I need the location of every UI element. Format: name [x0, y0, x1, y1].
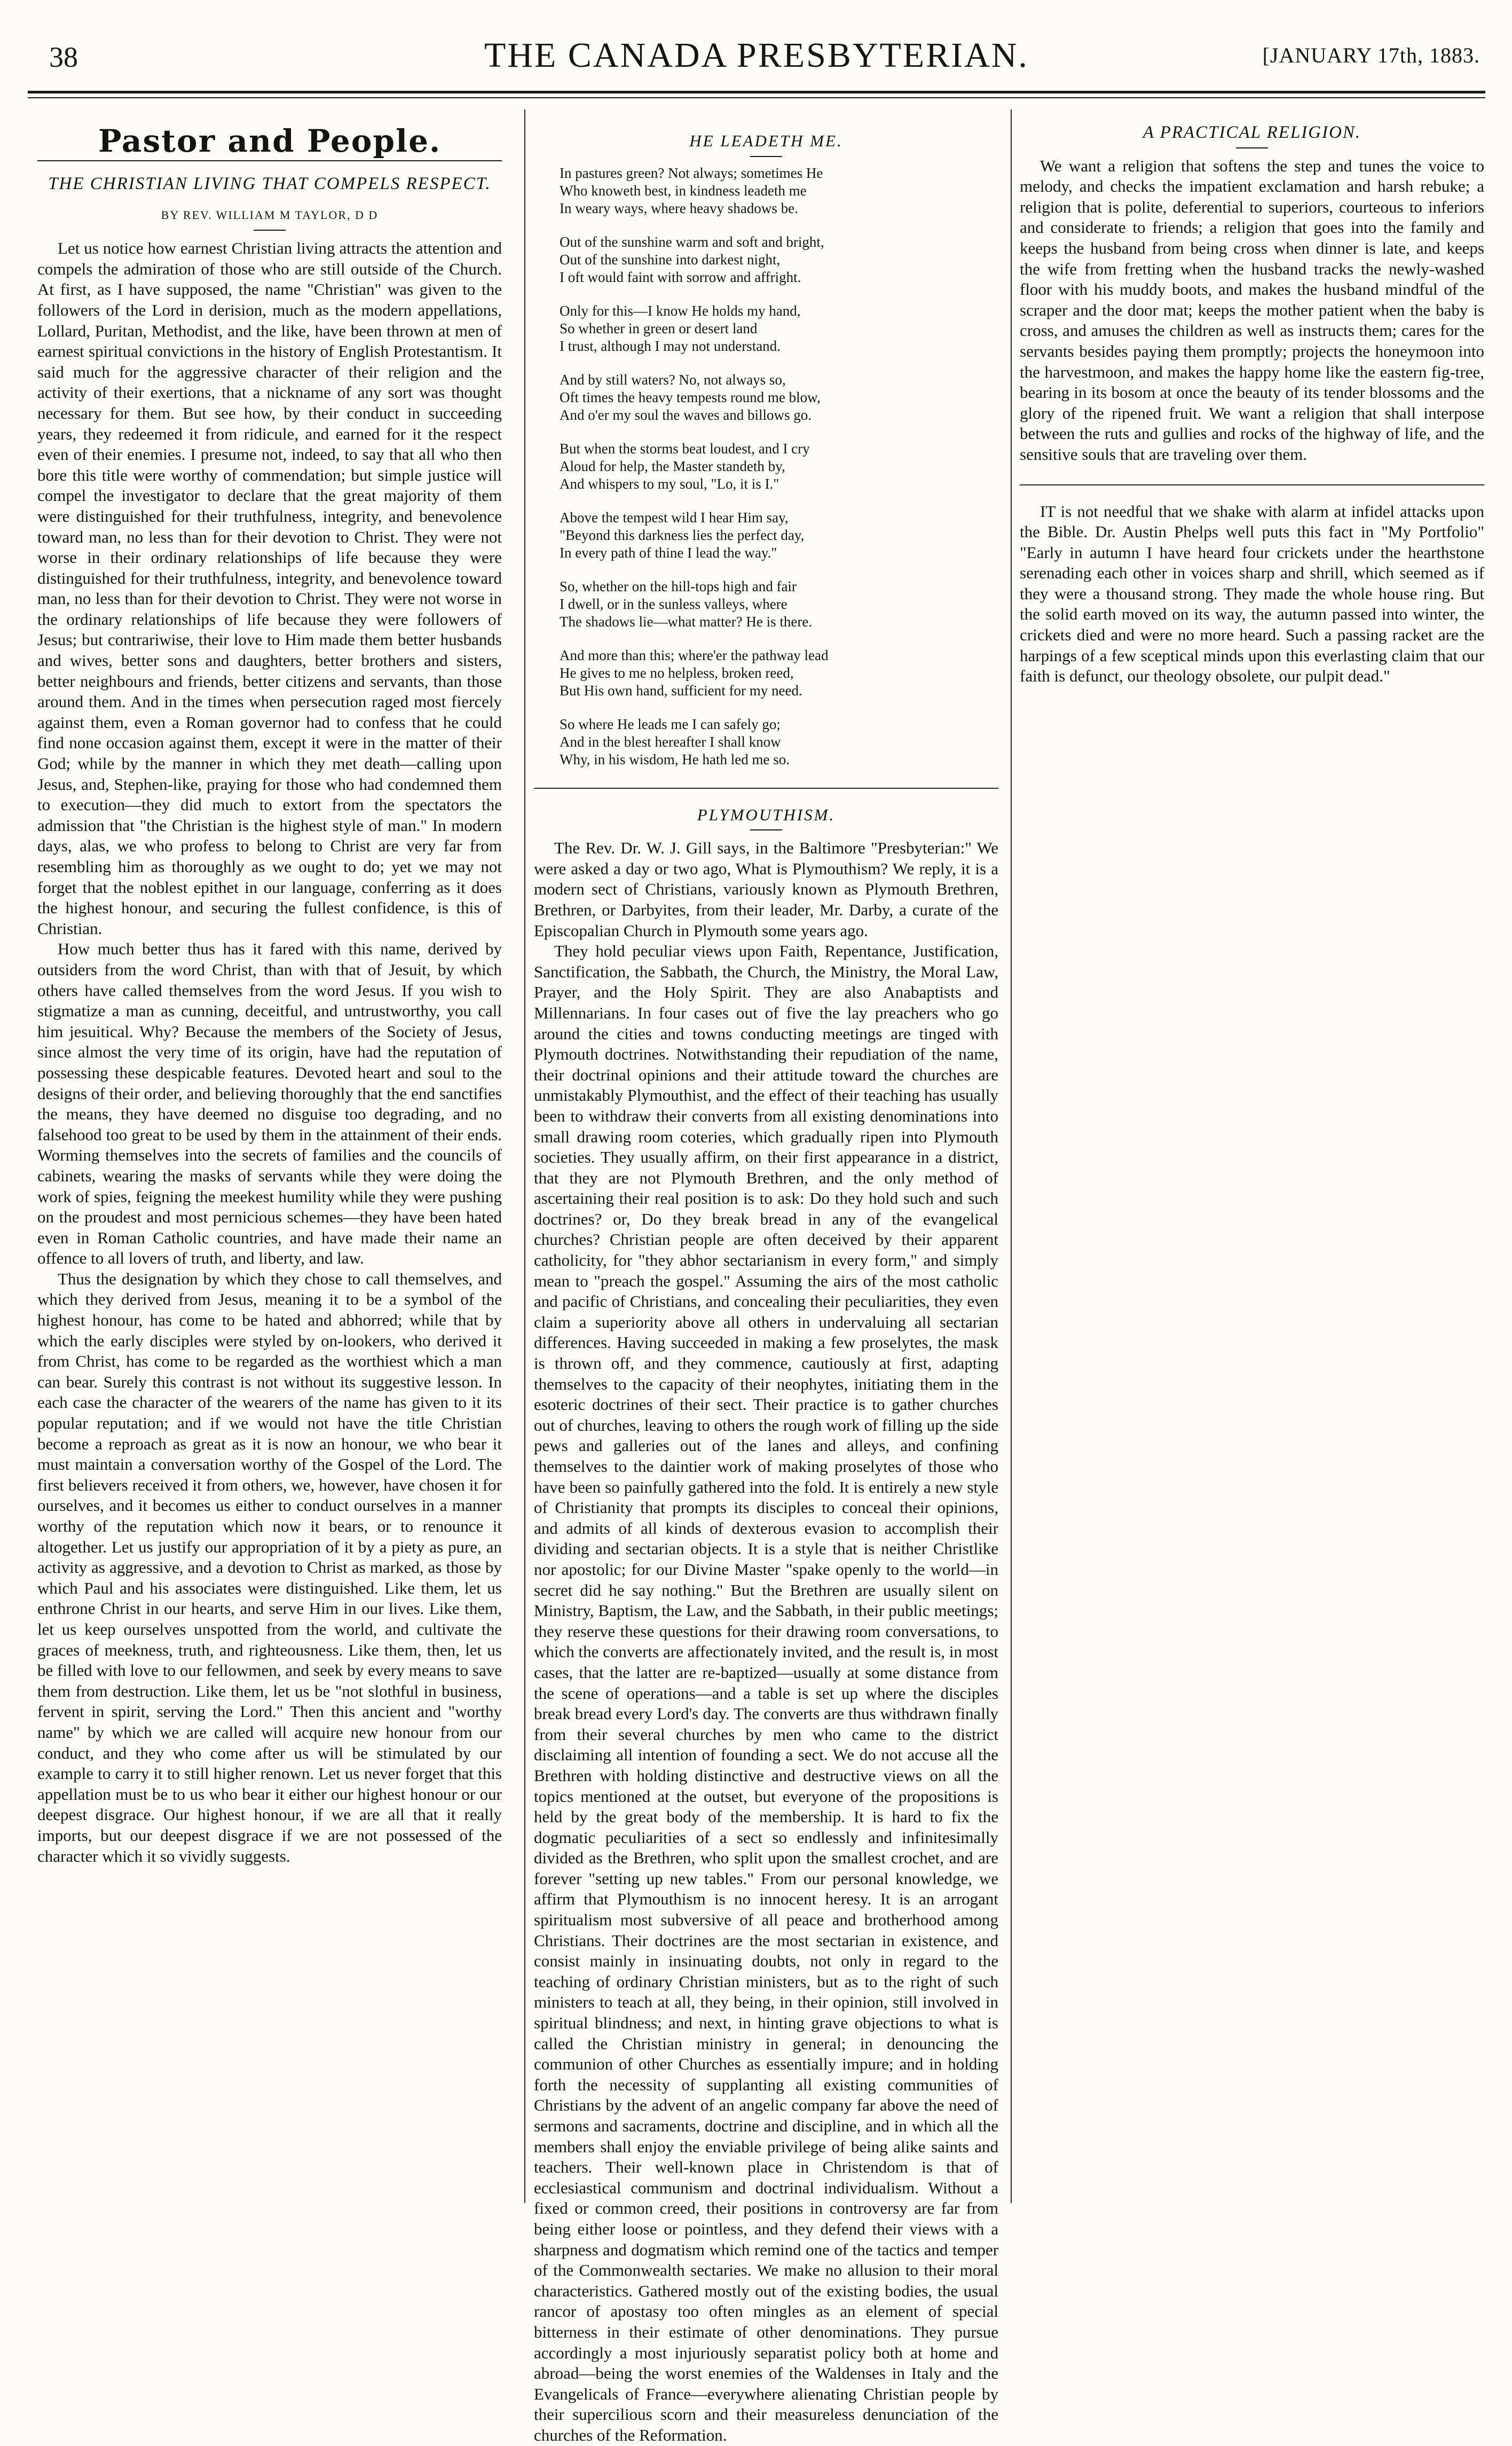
issue-date: [JANUARY 17th, 1883. [1262, 43, 1480, 67]
poem-line: Aloud for help, the Master standeth by, [560, 458, 785, 474]
poem-line: In every path of thine I lead the way." [560, 544, 777, 561]
article-paragraph: Let us notice how earnest Christian living attracts the attention and compels the admiration of those who are still outside of the Church. At first, as I have supposed, the name "Christian" was given to the followers of the Lord in derision, much as the modern appellations, Lollard, Puritan, Methodist, and the like, have been thrown at men of earnest spiritual convictions in the history of English Protestantism. It said much for the aggressive character of their religion and the activity of their exertions, that a nickname of any sort was thought necessary for them. But see how, by their conduct in succeeding years, they redeemed it from ridicule, and earned for it the respect even of their enemies. I presume not, indeed, to say that all who then bore this title were worthy of commendation; but simple justice will compel the investigator to declare that the great majority of them were distinguished for their truthfulness, integrity, and benevolence toward man, no less than for their devotion to Christ. They were not worse in their ordinary relationships of life because they were distinguished for their truthfulness, integrity, and benevolence toward man, no less than for their devotion to Christ. They were not worse in the ordinary relationships of life because they were followers of Jesus; but contrariwise, their love to Him made them better husbands and wives, better sons and daughters, better brothers and sisters, better neighbours and friends, better citizens and servants, than those around them. And in the times when persecution raged most fiercely against them, even a Roman governor had to confess that he could find none occasion against them, except it were in the matter of their God; while by the manner in which they met death—calling upon Jesus, and, Stephen-like, praying for those who had condemned them to execution—they did much to extort from the spectators the admission that "the Christian is the highest style of man." In modern days, alas, we who profess to belong to Christ are very far from resembling him as thoroughly as we ought to do; yet we may not forget that the noblest epithet in our language, conferring as it does the highest honour, and securing the fullest confidence, is this of Christian. [37, 239, 502, 938]
column-divider [1011, 109, 1012, 2203]
column-2 [534, 109, 998, 2444]
poem-line: Oft times the heavy tempests round me blow, [560, 389, 821, 405]
article-paragraph: They hold peculiar views upon Faith, Repentance, Justification, Sanctification, the Sabbath, the Church, the Ministry, the Moral Law, Prayer, and the Holy Spirit. They are also Anabaptists and Millennarians. In four cases out of five the lay preachers who go around the cities and towns conducting meetings are tinged with Plymouth doctrines. Notwithstanding their repudiation of the name, their doctrinal opinions and their attitude toward the churches are unmistakably Plymouthist, and the effect of their teaching has usually been to withdraw their converts from all existing denominations into small drawing room coteries, which gradually ripen into Plymouth societies. They usually affirm, on their first appearance in a district, that they are not Plymouth Brethren, and the only method of ascertaining their real position is to ask: Do they hold such and such doctrines? or, Do they break bread in any of the evangelical churches? Christian people are often deceived by their apparent catholicity, for "they abhor sectarianism in every form," and simply mean to "preach the gospel." Assuming the airs of the most catholic and pacific of Christians, and concealing their peculiarities, they even claim a superiority above all others in undervaluing all sectarian differences. Having succeeded in making a few proselytes, the mask is thrown off, and they commence, cautiously at first, adapting themselves to the capacity of their neophytes, initiating them in the esoteric doctrines of their sect. Their practice is to gather churches out of churches, leaving to others the rough work of filling up the side pews and galleries out of the lanes and alleys, and confining themselves to the daintier work of making proselytes of those who have been so painfully gathered into the fold. It is entirely a new style of Christianity that prompts its disciples to conceal their opinions, and admits of all kinds of dexterous evasion to accomplish their dividing and sectarian objects. It is a style that is neither Christlike nor apostolic; for our Divine Master "spake openly to the world—in secret did he say nothing." But the Brethren are usually silent on Ministry, Baptism, the Law, and the Sabbath, in their public meetings; they reserve these questions for their drawing room conversations, to which the converts are affectionately invited, and the result is, in most cases, that the latter are re-baptized—usually at some distance from the scene of operations—and a table is set up where the disciples break bread every Lord's day. The converts are thus withdrawn finally from their several churches by men who came to the district disclaiming all intention of founding a sect. We do not accuse all the Brethren with holding distinctive and destructive views on all the topics mentioned at the outset, but everyone of the propositions is held by the great body of the membership. It is hard to fix the dogmatic peculiarities of a sect so endlessly and infinitesimally divided as the Brethren, who split upon the smallest crochet, and are forever "setting up new tables." From our personal knowledge, we affirm that Plymouthism is no innocent heresy. It is an arrogant spiritualism most subversive of all peace and brotherhood among Christians. Their doctrines are the most sectarian in existence, and consist mainly in insinuating doubts, not only in regard to the teaching of ordinary Christian ministers, but as to the right of such ministers to teach at all, they being, in their opinion, still involved in spiritual blindness; and next, in hinting grave objections to what is called the Christian ministry in general; in denouncing the communion of other Churches as essentially impure; and in holding forth the necessity of supplanting all existing communities of Christians by the advent of an angelic company far above the need of sermons and sacraments, doctrine and discipline, and in which all the members shall enjoy the enviable privilege of being alike saints and teachers. Their well-known place in Christendom is that of ecclesiastical communism and doctrinal individualism. Without a fixed or common creed, their positions in controversy are far from being either loose or pointless, and they defend their views with a sharpness and dogmatism which remind one of the tactics and temper of the Commonwealth sectaries. We make no allusion to their moral characteristics. Gathered mostly out of the existing bodies, the usual rancor of apostasy too often mingles as an element of special bitterness in their estimate of other denominations. They pursue accordingly a most injuriously separatist policy both at home and abroad—being the worst enemies of the Waldenses in Italy and the Evangelicals of France—everywhere alienating Christian people by their supercilious scorn and their measureless denunciation of the churches of the Reformation. [534, 942, 998, 2444]
poem-line: So where He leads me I can safely go; [560, 716, 781, 732]
article-byline: BY REV. WILLIAM M TAYLOR, D D [161, 208, 379, 222]
poem-line: And whispers to my soul, "Lo, it is I." [560, 475, 779, 492]
poem-title: HE LEADETH ME. [689, 131, 843, 150]
column-3 [1020, 109, 1484, 2203]
poem-stanza [560, 233, 998, 286]
column-1 [37, 109, 502, 2203]
poem-line: Above the tempest wild I hear Him say, [560, 509, 789, 526]
page-number: 38 [49, 41, 78, 73]
article-separator [534, 788, 998, 789]
poem-line: But when the storms beat loudest, and I cry [560, 440, 810, 457]
poem-stanza [560, 509, 998, 562]
poem-stanza [560, 302, 998, 355]
header-rule-thin [28, 97, 1485, 98]
section-rule [37, 160, 502, 161]
poem-line: In pastures green? Not always; sometimes He [560, 164, 823, 181]
poem-line: Only for this—I know He holds my hand, [560, 302, 801, 319]
poem-stanza [560, 578, 998, 631]
article-title: THE CHRISTIAN LIVING THAT COMPELS RESPECT. [48, 174, 491, 193]
title-rule [750, 829, 782, 830]
poem-title-rule [750, 156, 782, 157]
poem-body [534, 164, 998, 769]
column-divider [524, 109, 525, 2203]
title-rule [1236, 147, 1268, 148]
poem-line: And more than this; where'er the pathway lead [560, 647, 829, 663]
article-title: A PRACTICAL RELIGION. [1143, 123, 1361, 142]
poem-line: And o'er my soul the waves and billows go. [560, 406, 812, 423]
article-paragraph: IT is not needful that we shake with alarm at infidel attacks upon the Bible. Dr. Austin Phelps well puts this fact in "My Portfolio" "Early in autumn I have heard four crickets under the hearthstone serenading each other in voices sharp and shrill, which seemed as if they were a thousand strong. They made the whole house ring. But the solid earth moved on its way, the autumn passed into winter, the crickets died and were no more heard. Such a passing racket are the harpings of a few sceptical minds upon this everlasting claim that our faith is defunct, our theology obsolete, our pulpit dead." [1020, 501, 1484, 686]
poem-line: So, whether on the hill-tops high and fair [560, 578, 797, 594]
poem-stanza [560, 440, 998, 493]
poem-line: Out of the sunshine warm and soft and bright, [560, 233, 824, 250]
poem-line: I trust, although I may not understand. [560, 338, 781, 354]
article-paragraph: We want a religion that softens the step and tunes the voice to melody, and checks the impatient exclamation and harsh rebuke; a religion that is polite, deferential to superiors, courteous to inferiors and considerate to friends; a religion that goes into the family and keeps the husband from being cross when dinner is late, and keeps the wife from fretting when the husband tracks the newly-washed floor with his muddy boots, and makes the husband mindful of the scraper and the door mat; keeps the mother patient when the baby is cross, and amuses the children as well as instructs them; cares for the servants besides paying them promptly; projects the honeymoon into the harvestmoon, and makes the happy home like the eastern fig-tree, bearing in its bosom at once the beauty of its tender blossoms and the glory of the ripened fruit. We want a religion that shall interpose between the ruts and gullies and rocks of the highway of life, and the sensitive souls that are traveling over them. [1020, 156, 1484, 464]
poem-line: But His own hand, sufficient for my need. [560, 682, 802, 699]
section-title: Pastor and People. [98, 123, 442, 159]
poem-line: In weary ways, where heavy shadows be. [560, 200, 798, 216]
poem-line: I oft would faint with sorrow and affright. [560, 269, 801, 285]
newspaper-title: THE CANADA PRESBYTERIAN. [484, 36, 1029, 75]
poem-line: So whether in green or desert land [560, 320, 758, 336]
article-separator [1020, 484, 1484, 485]
poem-line: And in the blest hereafter I shall know [560, 733, 781, 750]
article-paragraph: How much better thus has it fared with this name, derived by outsiders from the word Christ, than with that of Jesuit, by which others have called themselves from the word Jesus. If you wish to stigmatize a man as cunning, deceitful, and untrustworthy, you call him jesuitical. Why? Because the members of the Society of Jesus, since almost the very time of its origin, have had the reputation of possessing these despicable features. Devoted heart and soul to the designs of their order, and believing thoroughly that the end sanctifies the means, they have deemed no disguise too degrading, and no falsehood too great to be used by them in the attainment of their ends. Worming themselves into the secrets of families and the councils of cabinets, wearing the masks of servants while they were doing the work of spies, feigning the meekest humility while they were pushing on the proudest and most pernicious schemes—they have been hated even in Roman Catholic countries, and have made their name an offence to all lovers of truth, and liberty, and law. [37, 939, 502, 1268]
article-paragraph: The Rev. Dr. W. J. Gill says, in the Baltimore "Presbyterian:" We were asked a day or two ago, What is Plymouthism? We reply, it is a modern sect of Christians, variously known as Plymouth Brethren, Brethren, or Darbyites, from their leader, Mr. Darby, a curate of the Episcopalian Church in Plymouth some years ago. [534, 838, 998, 940]
poem-stanza [560, 164, 998, 217]
poem-line: I dwell, or in the sunless valleys, where [560, 595, 788, 612]
poem-line: And by still waters? No, not always so, [560, 371, 786, 388]
article-paragraph: Thus the designation by which they chose to call themselves, and which they derived from Jesus, meaning it to be a symbol of the highest honour, has come to be hated and abhorred; while that by which the early disciples were styled by on-lookers, who derived it from Christ, has come to be regarded as the worthiest which a man can bear. Surely this contrast is not without its suggestive lesson. In each case the character of the wearers of the name has given to it its popular reputation; and if we would not have the title Christian become a reproach as great as it is now an honour, we who bear it must maintain a conversation worthy of the Gospel of the Lord. The first believers received it from others, we, however, have chosen it for ourselves, and it becomes us either to conduct ourselves in a manner worthy of the reputation which now it bears, or to renounce it altogether. Let us justify our appropriation of it by a piety as pure, an activity as aggressive, and a devotion to Christ as marked, as those by which Paul and his associates were distinguished. Like them, let us enthrone Christ in our hearts, and serve Him in our lives. Like them, let us keep ourselves unspotted from the world, and cultivate the graces of meekness, truth, and righteousness. Like them, then, let us be filled with love to our fellowmen, and seek by every means to save them from destruction. Like them, let us be "not slothful in business, fervent in spirit, serving the Lord." Then this ancient and "worthy name" by which we are called will acquire new honour from our conduct, and they who come after us will be stimulated by our example to carry it to still higher renown. Let us never forget that this appellation must be to us who bear it either our highest honour or our deepest disgrace. Our highest honour, if we are all that it really imports, but our deepest disgrace if we are not possessed of the character which it so vividly suggests. [37, 1269, 502, 1865]
poem-stanza [560, 716, 998, 769]
article-title: PLYMOUTHISM. [697, 805, 836, 824]
poem-line: Out of the sunshine into darkest night, [560, 251, 781, 268]
poem-line: He gives to me no helpless, broken reed, [560, 664, 794, 681]
poem-line: Why, in his wisdom, He hath led me so. [560, 751, 790, 767]
running-header [28, 31, 1485, 84]
poem-stanza [560, 371, 998, 424]
poem-line: "Beyond this darkness lies the perfect day, [560, 527, 805, 543]
poem-stanza [560, 647, 998, 700]
byline-rule [254, 230, 286, 231]
poem-line: Who knoweth best, in kindness leadeth me [560, 182, 807, 199]
poem-line: The shadows lie—what matter? He is there. [560, 613, 813, 630]
header-rule [28, 91, 1485, 93]
